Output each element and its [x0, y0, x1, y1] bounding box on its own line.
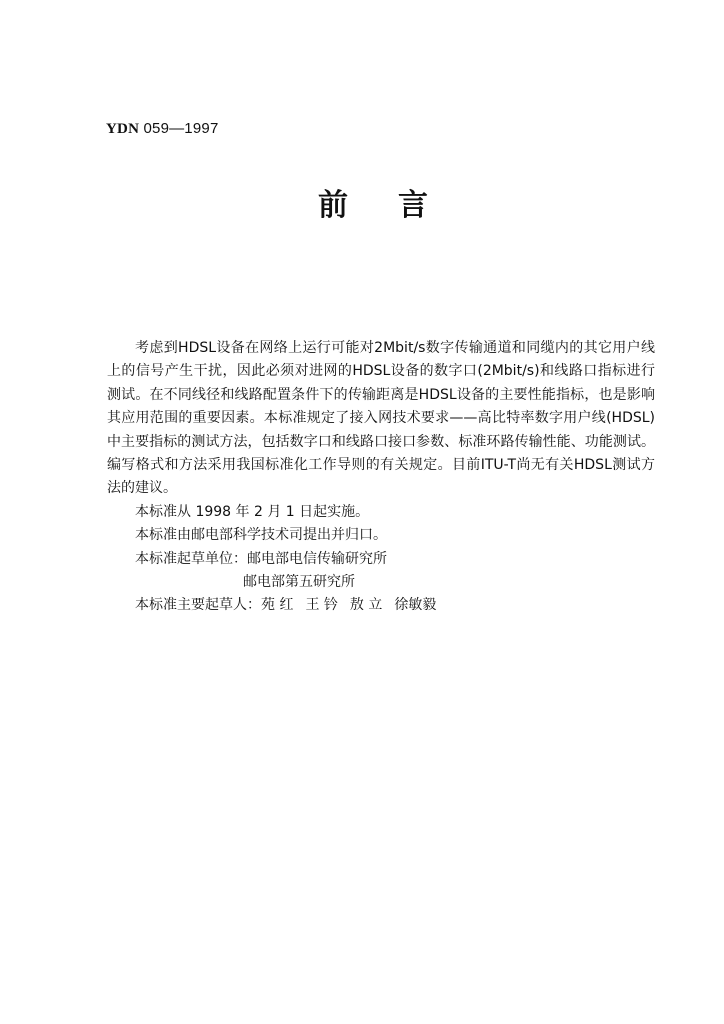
drafter-name: 敖 立: [349, 597, 383, 614]
drafting-unit-2-line: 邮电部第五研究所: [243, 574, 355, 591]
standard-code: 059—1997: [143, 120, 219, 137]
drafting-unit-line: [107, 548, 655, 571]
drafter-name: 苑 红: [261, 597, 294, 614]
effective-date-line: 本标准从 1998 年 2 月 1 日起实施。: [135, 503, 370, 520]
proposer-line: 本标准由邮电部科学技术司提出并归口。: [135, 527, 387, 544]
drafters-line: [107, 594, 655, 617]
drafters-label: 本标准主要起草人：: [135, 597, 261, 614]
standard-prefix: YDN: [106, 121, 140, 137]
intro-paragraph: 考虑到HDSL设备在网络上运行可能对2Mbit/s数字传输通道和同缆内的其它用户线上的信号产生干扰，因此必须对进网的HDSL设备的数字口(2Mbit/s)和线路口指标进行测试。在不同线径和线路配置条件下的传输距离是HDSL设备的主要性能指标，也是影响其应用范围的重要因素。本标准规定了接入网技术要求——高比特率数字用户线(HDSL)中主要指标的测试方法，包括数字口和线路口接口参数、标准环路传输性能、功能测试。编写格式和方法采用我国标准化工作导则的有关规定。目前ITU-T尚无有关HDSL测试方法的建议。: [107, 340, 655, 497]
drafting-unit-label: 本标准起草单位：: [135, 550, 247, 567]
foreword-body: [107, 337, 655, 618]
page-title: 前言: [318, 188, 478, 223]
drafter-name: 王 钤: [305, 597, 338, 614]
standard-number: [106, 120, 218, 138]
drafter-name: 徐敏毅: [394, 597, 437, 614]
drafting-unit-1: 邮电部电信传输研究所: [247, 550, 387, 567]
